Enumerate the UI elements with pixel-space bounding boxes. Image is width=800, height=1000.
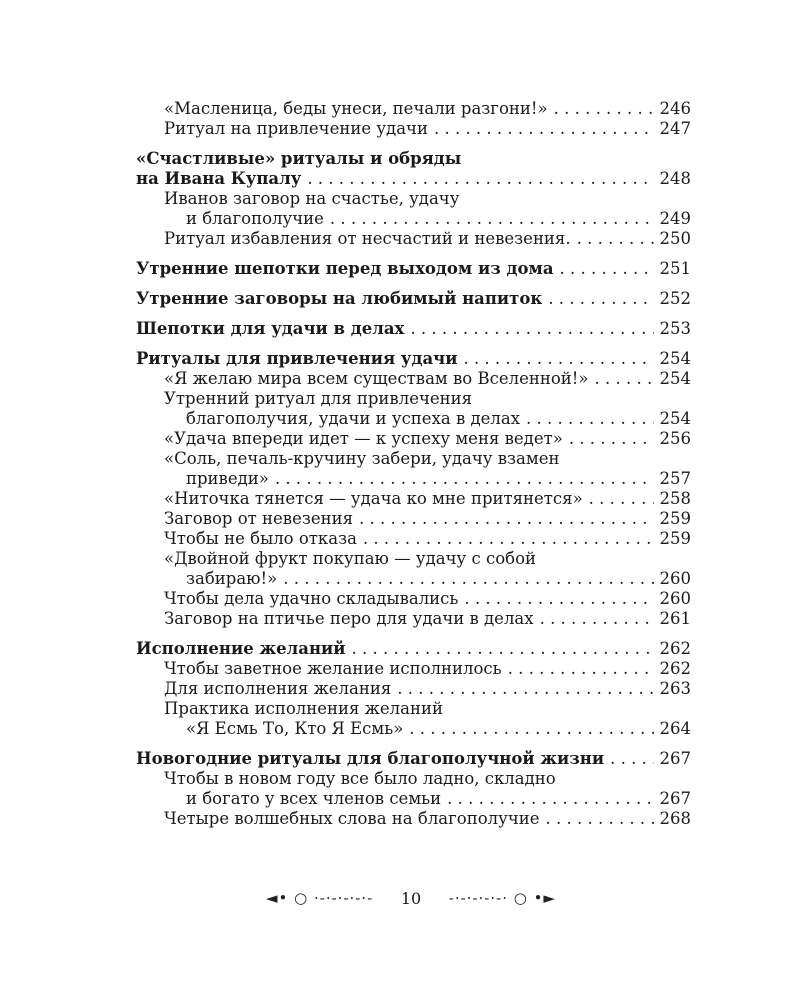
toc-title-line: Ритуалы для привлечения удачи xyxy=(136,349,458,368)
toc-title-line: благополучия, удачи и успеха в делах xyxy=(186,409,521,428)
toc-page-number: 257 xyxy=(659,469,691,488)
toc-page-number: 262 xyxy=(659,639,691,658)
toc-title-line: Чтобы не было отказа xyxy=(164,529,357,548)
toc-title-line: Утренние шепотки перед выходом из дома xyxy=(136,259,554,278)
toc-title-line: приведи» xyxy=(186,469,269,488)
toc-page-number: 254 xyxy=(659,409,691,428)
toc-item xyxy=(164,659,691,679)
page-number: 10 xyxy=(400,888,422,908)
leader-dots xyxy=(307,169,653,189)
leader-dots xyxy=(397,679,653,699)
toc-item xyxy=(164,509,691,529)
leader-dots xyxy=(363,529,654,549)
toc-item xyxy=(164,549,691,589)
toc-title-line: Ритуал на привлечение удачи xyxy=(164,119,428,138)
toc-item xyxy=(164,369,691,389)
toc-title-line: Практика исполнения желаний xyxy=(164,699,443,718)
toc-page-number: 252 xyxy=(659,289,691,308)
toc-item xyxy=(164,429,691,449)
toc-title-line: «Я желаю мира всем существам во Вселенной!» xyxy=(164,369,589,388)
toc-item xyxy=(164,589,691,609)
toc-title-line: «Ниточка тянется — удача ко мне притянется» xyxy=(164,489,583,508)
leader-dots xyxy=(595,369,654,389)
leader-dots xyxy=(434,119,654,139)
leader-dots xyxy=(352,639,654,659)
leader-dots xyxy=(409,719,653,739)
toc-item xyxy=(164,229,691,249)
leader-dots xyxy=(548,289,653,309)
leader-dots xyxy=(577,229,654,249)
toc-page-number: 248 xyxy=(659,169,691,188)
leader-dots xyxy=(447,789,653,809)
toc-page-number: 267 xyxy=(659,789,691,808)
toc-item xyxy=(164,769,691,809)
toc-title-line: Чтобы дела удачно складывались xyxy=(164,589,459,608)
toc-title-line: Чтобы заветное желание исполнилось xyxy=(164,659,502,678)
toc-title-line: Утренний ритуал для привлечения xyxy=(164,389,473,408)
toc-title-line: и богато у всех членов семьи xyxy=(186,789,442,808)
leader-dots xyxy=(464,589,653,609)
toc-title-line: Новогодние ритуалы для благополучной жизни xyxy=(136,749,605,768)
toc-title-line: «Двойной фрукт покупаю — удачу с собой xyxy=(164,549,537,568)
leader-dots xyxy=(560,259,654,279)
toc-item xyxy=(164,609,691,629)
toc-title-line: Ритуал избавления от несчастий и невезения. xyxy=(164,229,571,248)
toc-title-line: Иванов заговор на счастье, удачу xyxy=(164,189,460,208)
leader-dots xyxy=(359,509,653,529)
leader-dots xyxy=(508,659,654,679)
toc-page-number: 256 xyxy=(659,429,691,448)
toc-page-number: 247 xyxy=(659,119,691,138)
toc-item xyxy=(164,699,691,739)
toc-item xyxy=(164,809,691,829)
toc-page-number: 260 xyxy=(659,589,691,608)
leader-dots xyxy=(526,409,653,429)
toc-section xyxy=(136,289,691,309)
toc-page-number: 259 xyxy=(659,529,691,548)
toc-title-line: и благополучие xyxy=(186,209,324,228)
toc-item xyxy=(164,529,691,549)
page-footer xyxy=(266,884,556,912)
leader-dots xyxy=(463,349,653,369)
toc-title-line: «Масленица, беды унеси, печали разгони!» xyxy=(164,99,548,118)
toc-title-line: Исполнение желаний xyxy=(136,639,346,658)
toc-item xyxy=(164,449,691,489)
toc-title-line: Шепотки для удачи в делах xyxy=(136,319,405,338)
leader-dots xyxy=(283,569,653,589)
toc-title-line: «Удача впереди идет — к успеху меня ведет» xyxy=(164,429,563,448)
toc-title-line: Четыре волшебных слова на благополучие xyxy=(164,809,540,828)
leader-dots xyxy=(540,609,654,629)
toc-title-line: «Счастливые» ритуалы и обряды xyxy=(136,149,462,168)
toc-section xyxy=(136,749,691,769)
leader-dots xyxy=(330,209,654,229)
toc-title-line: забираю!» xyxy=(186,569,278,588)
leader-dots xyxy=(546,809,654,829)
toc-item xyxy=(164,99,691,119)
toc-section xyxy=(136,319,691,339)
toc-title-line: Утренние заговоры на любимый напиток xyxy=(136,289,543,308)
toc-item xyxy=(164,679,691,699)
toc-section xyxy=(136,149,691,189)
toc-page-number: 268 xyxy=(659,809,691,828)
toc-page-number: 249 xyxy=(659,209,691,228)
footer-ornament-right: -·-·-·-·-· ○ •► xyxy=(448,889,556,907)
leader-dots xyxy=(610,749,653,769)
toc-page-number: 262 xyxy=(659,659,691,678)
toc-title-line: Для исполнения желания xyxy=(164,679,392,698)
toc-page-number: 254 xyxy=(659,349,691,368)
toc-page-number: 260 xyxy=(659,569,691,588)
toc-title-line: Заговор от невезения xyxy=(164,509,354,528)
toc-page-number: 251 xyxy=(659,259,691,278)
toc-page-number: 254 xyxy=(659,369,691,388)
footer-ornament-left: ◄• ○ ·-·-·-·-·- xyxy=(266,889,374,907)
toc-page-number: 258 xyxy=(659,489,691,508)
leader-dots xyxy=(569,429,654,449)
toc-title-line: на Ивана Купалу xyxy=(136,169,302,188)
table-of-contents xyxy=(136,99,691,829)
toc-page-number: 259 xyxy=(659,509,691,528)
toc-section xyxy=(136,639,691,659)
toc-page-number: 261 xyxy=(659,609,691,628)
toc-item xyxy=(164,489,691,509)
leader-dots xyxy=(275,469,654,489)
toc-title-line: Чтобы в новом году все было ладно, складно xyxy=(164,769,556,788)
toc-page-number: 264 xyxy=(659,719,691,738)
leader-dots xyxy=(410,319,653,339)
leader-dots xyxy=(589,489,654,509)
toc-page-number: 246 xyxy=(659,99,691,118)
toc-item xyxy=(164,389,691,429)
toc-section xyxy=(136,349,691,369)
toc-page-number: 263 xyxy=(659,679,691,698)
toc-page-number: 253 xyxy=(659,319,691,338)
toc-item xyxy=(164,119,691,139)
toc-page-number: 250 xyxy=(659,229,691,248)
leader-dots xyxy=(554,99,654,119)
toc-title-line: «Соль, печаль-кручину забери, удачу взамен xyxy=(164,449,560,468)
toc-section xyxy=(136,259,691,279)
toc-item xyxy=(164,189,691,229)
toc-title-line: «Я Есмь То, Кто Я Есмь» xyxy=(186,719,404,738)
toc-page-number: 267 xyxy=(659,749,691,768)
toc-title-line: Заговор на птичье перо для удачи в делах xyxy=(164,609,534,628)
